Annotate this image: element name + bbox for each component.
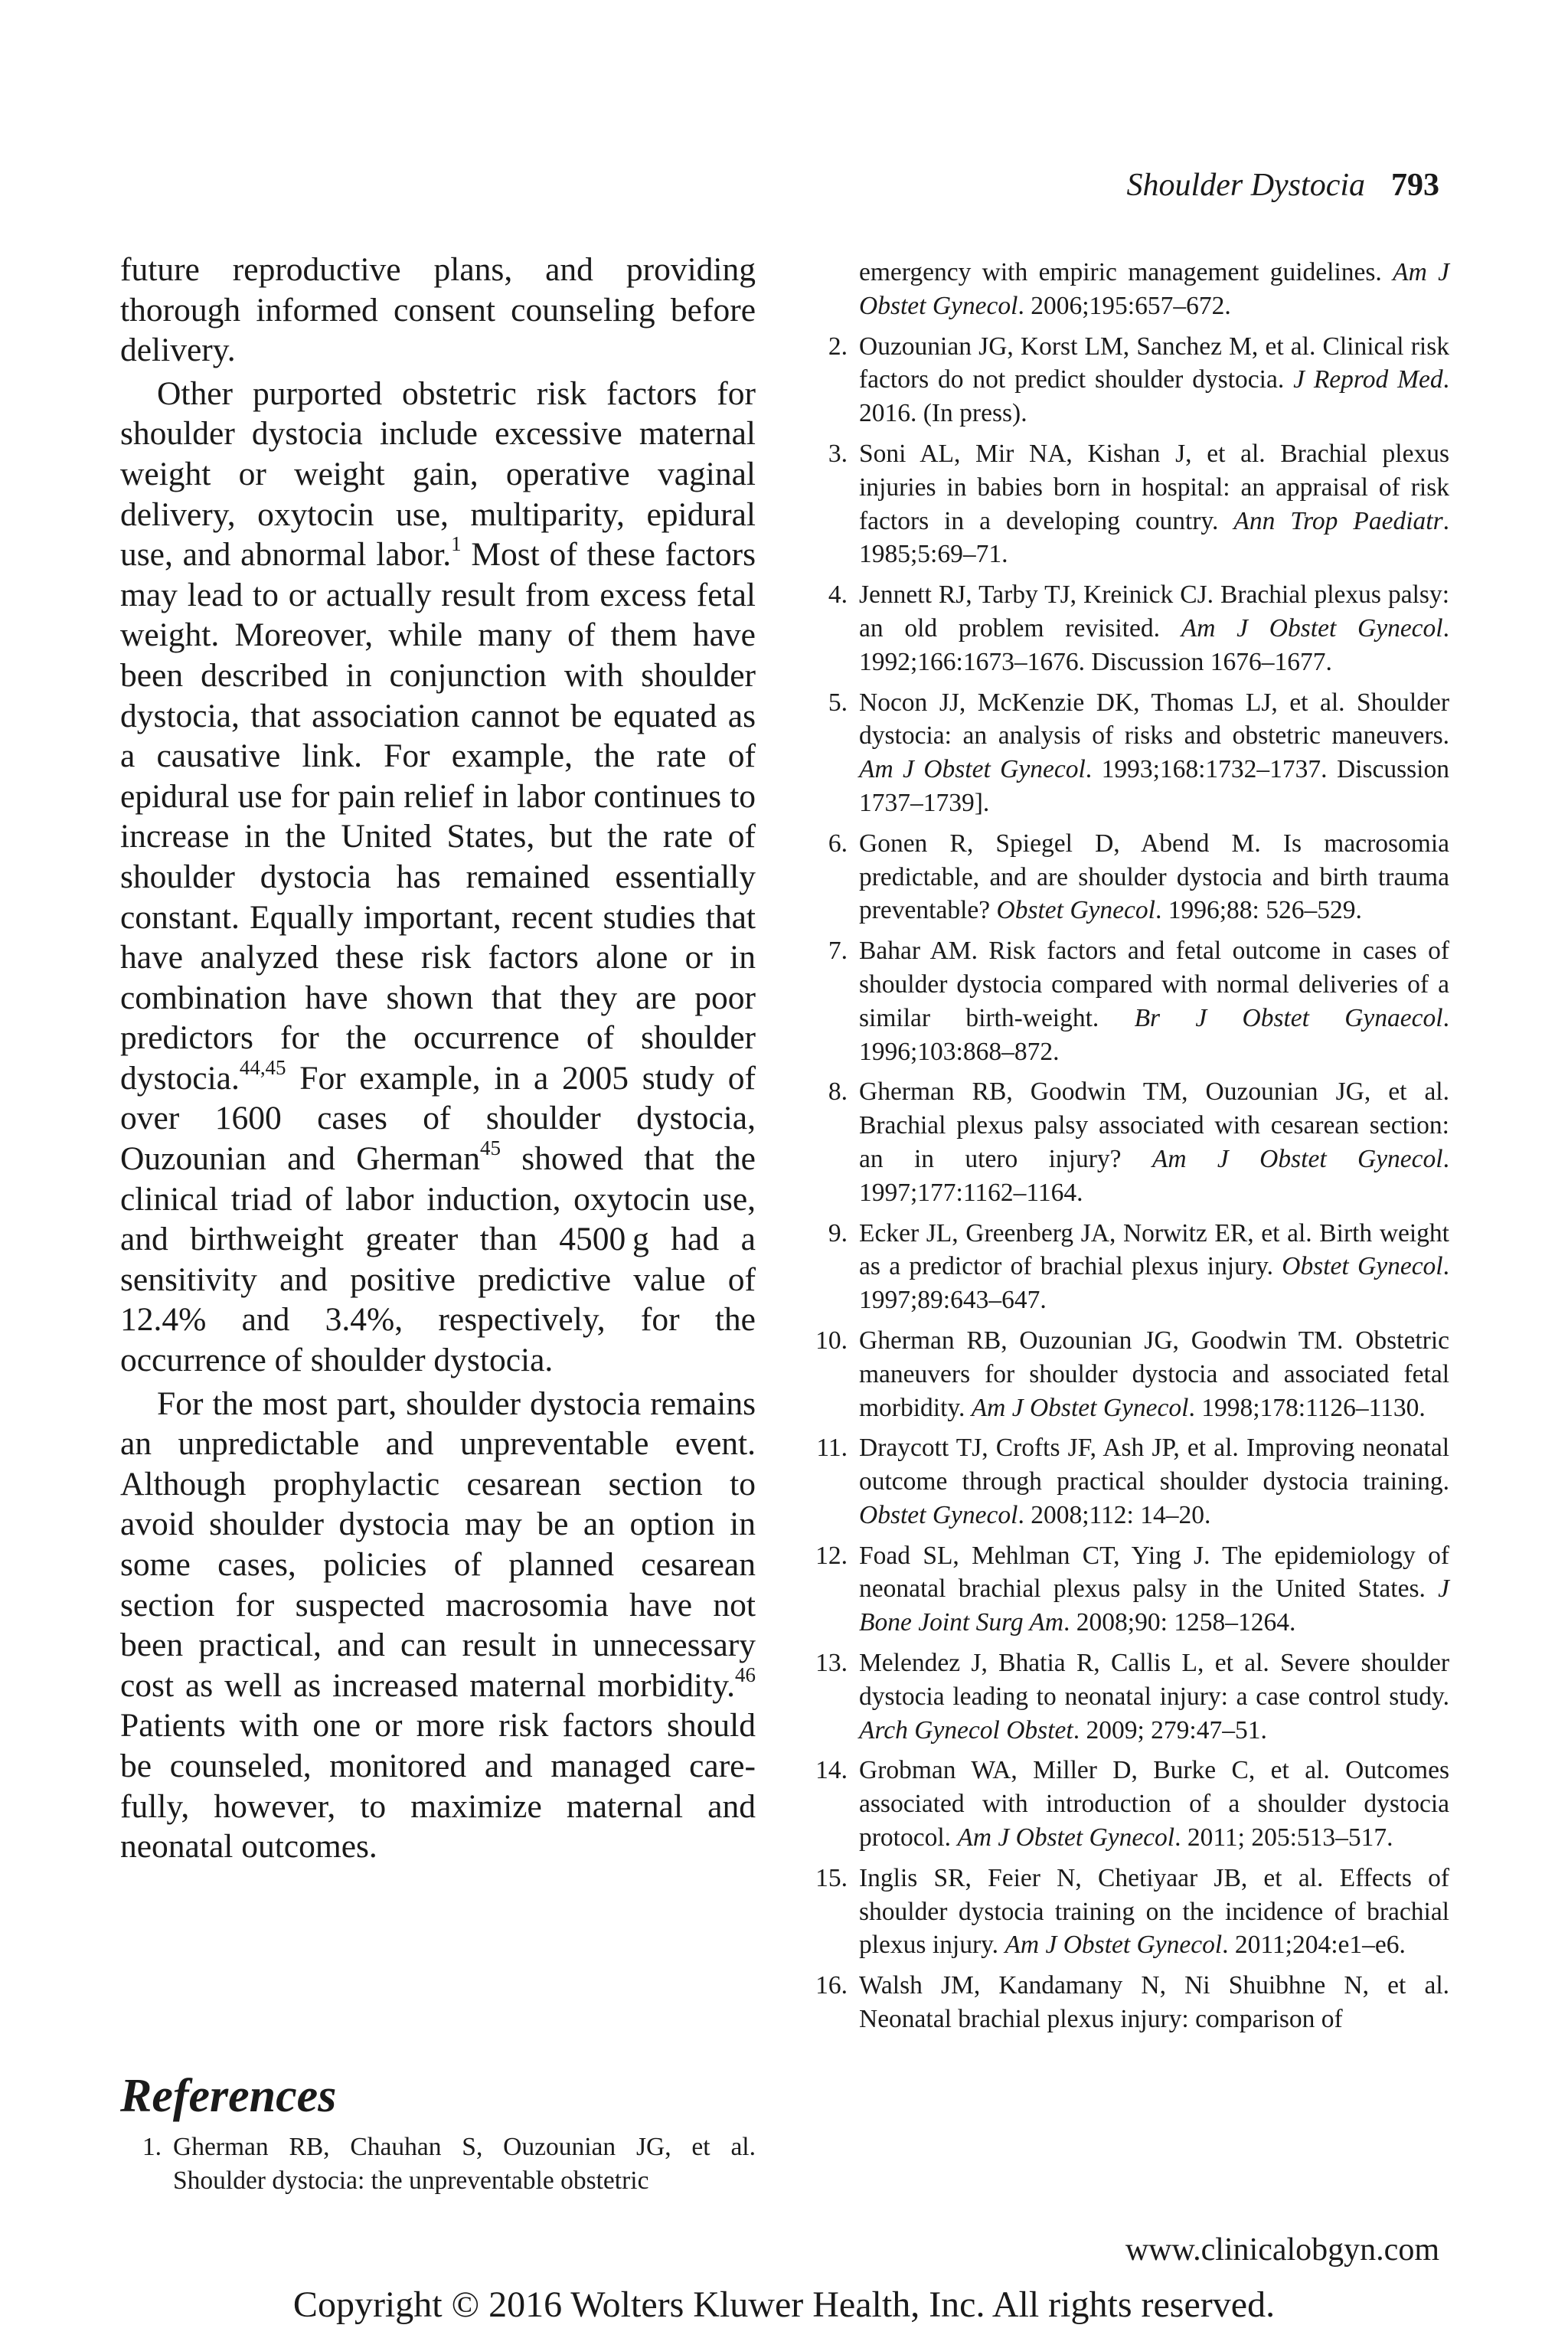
reference-list — [806, 330, 1449, 2036]
reference-text: Soni AL, Mir NA, Kishan J, et al. Brachial plexus injuries in babies born in hospital: an appraisal of risk factors in a developing country. — [859, 439, 1449, 535]
reference-text: Jennett RJ, Tarby TJ, Kreinick CJ. Brachial plexus palsy: an old problem revisited. — [859, 580, 1449, 643]
paragraph-text: showed that the clinical triad of labor induction, oxytocin use, and birthweight greater than 4500 g had a sensitivity and positive predictive value of 12.4% and 3.4%, respectively, for the occurrence of shoulder dystocia. — [120, 1140, 756, 1379]
journal-name: Ann Trop Paediatr — [1233, 506, 1443, 535]
reference-item-continued — [806, 256, 1449, 323]
reference-text: Gherman RB, Chauhan S, Ouzounian JG, et al. Shoulder dystocia: the unpreventable obstetric — [173, 2133, 756, 2195]
reference-text: Inglis SR, Feier N, Chetiyaar JB, et al. Effects of shoulder dystocia training on the incidence of brachial plexus injury. — [859, 1863, 1449, 1960]
reference-number: 16. — [815, 1971, 848, 2000]
reference-text: . 2016. (In press). — [859, 365, 1449, 428]
reference-text: . 1996;88: 526–529. — [1155, 896, 1362, 925]
paragraph-text: For the most part, shoulder dystocia remains an unpredictable and unpreventable event. Although prophylactic cesarean section to avoid shoulder dystocia may be an option in some cases, policies of planned cesarean section for suspected macrosomia have not been practical, and can result in unnecessary cost as well as increased maternal morbidity. — [120, 1385, 756, 1704]
paragraph-text: Patients with one or more risk factors should be counseled, monitored and managed carefully, however, to maximize maternal and neonatal outcomes. — [120, 1707, 756, 1865]
reference-text: Nocon JJ, McKenzie DK, Thomas LJ, et al. Shoulder dystocia: an analysis of risks and obstetric maneuvers. — [859, 688, 1449, 750]
reference-text: Gonen R, Spiegel D, Abend M. Is macrosomia predictable, and are shoulder dystocia and birth trauma preventable? — [859, 829, 1449, 925]
journal-name: J Bone Joint Surg Am — [859, 1574, 1449, 1637]
citation-superscript: 1 — [451, 532, 462, 556]
reference-number: 8. — [828, 1077, 848, 1107]
paragraph-text: Other purported obstetric risk factors for shoulder dystocia include excessive maternal weight or weight gain, operative vaginal delivery, oxytocin use, multiparity, epidural use, and abnormal labor. — [120, 374, 756, 574]
reference-item — [806, 1431, 1449, 1532]
body-paragraph — [120, 1384, 756, 1867]
journal-name: Am J Obstet Gynecol — [859, 258, 1449, 320]
reference-text: . 2011; 205:513–517. — [1174, 1823, 1393, 1852]
reference-item — [806, 437, 1449, 571]
copyright-notice: Copyright © 2016 Wolters Kluwer Health, Inc. All rights reserved. — [292, 2284, 1276, 2325]
journal-name: Am J Obstet Gynecol — [1181, 613, 1443, 643]
reference-text: . 1992;166:1673–1676. Discussion 1676–1677. — [859, 613, 1449, 676]
reference-number: 3. — [828, 439, 848, 468]
reference-text: Ecker JL, Greenberg JA, Norwitz ER, et al. Birth weight as a predictor of brachial plexus injury. — [859, 1218, 1449, 1281]
reference-item — [806, 1075, 1449, 1209]
journal-name: Am J Obstet Gynecol — [957, 1823, 1175, 1852]
reference-number: 15. — [815, 1863, 848, 1892]
reference-text: . 1985;5:69–71. — [859, 506, 1449, 569]
running-head — [1127, 167, 1439, 204]
reference-item — [806, 934, 1449, 1068]
reference-number: 2. — [828, 332, 848, 361]
reference-text: . 2008;90: 1258–1264. — [1063, 1608, 1296, 1637]
reference-item — [806, 1539, 1449, 1640]
references-list-left — [120, 2130, 756, 2205]
running-title: Shoulder Dystocia — [1126, 168, 1365, 203]
journal-name: Br J Obstet Gynaecol — [1134, 1003, 1443, 1032]
reference-text: . 1996;103:868–872. — [859, 1003, 1449, 1066]
reference-item — [806, 827, 1449, 927]
reference-text: Melendez J, Bhatia R, Callis L, et al. Severe shoulder dystocia leading to neonatal injury: a case control study. — [859, 1649, 1449, 1711]
reference-text: Draycott TJ, Crofts JF, Ash JP, et al. Improving neonatal outcome through practical shoulder dystocia training. — [859, 1434, 1449, 1496]
reference-number: 9. — [828, 1218, 848, 1247]
reference-item — [806, 1324, 1449, 1424]
reference-text: Gherman RB, Goodwin TM, Ouzounian JG, et al. Brachial plexus palsy associated with cesarean section: an in utero injury? — [859, 1077, 1449, 1173]
reference-number: 11. — [816, 1434, 848, 1463]
paragraph-text: For example, in a 2005 study of over 1600 cases of shoulder dystocia, Ouzounian and Gherman — [120, 1059, 756, 1178]
journal-name: Am J Obstet Gynecol — [971, 1393, 1189, 1422]
journal-name: Obstet Gynecol — [996, 896, 1155, 925]
journal-name: Am J Obstet Gynecol — [1004, 1931, 1223, 1960]
reference-number: 12. — [815, 1541, 848, 1570]
citation-superscript: 44,45 — [239, 1056, 286, 1079]
reference-number: 5. — [828, 688, 848, 717]
citation-superscript: 45 — [480, 1136, 501, 1160]
references-heading: References — [120, 2070, 337, 2122]
journal-name: Arch Gynecol Obstet — [859, 1715, 1073, 1745]
journal-name: Am J Obstet Gynecol — [859, 755, 1086, 784]
journal-name: J Reprod Med — [1293, 365, 1443, 394]
reference-text: emergency with empiric management guidelines. — [859, 258, 1393, 286]
body-paragraph — [120, 374, 756, 1381]
reference-item — [806, 330, 1449, 430]
body-paragraph: future reproductive plans, and providing thorough informed consent counseling before delivery. — [120, 251, 756, 369]
reference-text: Ouzounian JG, Korst LM, Sanchez M, et al. Clinical risk factors do not predict shoulder dystocia. — [859, 332, 1449, 394]
citation-superscript: 46 — [735, 1663, 756, 1686]
reference-text: Grobman WA, Miller D, Burke C, et al. Outcomes associated with introduction of a shoulder dystocia protocol. — [859, 1756, 1449, 1852]
reference-item — [120, 2130, 756, 2198]
reference-number: 4. — [828, 580, 848, 610]
reference-number: 6. — [828, 829, 848, 858]
footer-url[interactable]: www.clinicalobgyn.com — [1125, 2232, 1439, 2268]
reference-text: . 2008;112: 14–20. — [1018, 1500, 1211, 1529]
reference-number: 1. — [142, 2133, 162, 2161]
reference-item — [806, 1646, 1449, 1747]
reference-number: 7. — [828, 937, 848, 966]
reference-text: Walsh JM, Kandamany N, Ni Shuibhne N, et al. Neonatal brachial plexus injury: comparison of — [859, 1971, 1449, 2034]
reference-item — [806, 1217, 1449, 1317]
reference-text: . 2011;204:e1–e6. — [1222, 1931, 1406, 1960]
reference-number: 10. — [815, 1326, 848, 1355]
reference-number: 13. — [815, 1649, 848, 1678]
references-list-right — [806, 256, 1449, 2043]
reference-text: Bahar AM. Risk factors and fetal outcome in cases of shoulder dystocia compared with normal deliveries of a similar birth-weight. — [859, 937, 1449, 1032]
reference-text: . 1997;177:1162–1164. — [859, 1144, 1449, 1207]
reference-item — [806, 1862, 1449, 1962]
reference-text: . 1997;89:643–647. — [859, 1252, 1449, 1315]
page-number: 793 — [1391, 168, 1439, 203]
left-column — [120, 250, 756, 1867]
reference-item — [806, 578, 1449, 679]
paragraph-text: Most of these factors may lead to or actually result from excess fetal weight. Moreover, while many of them have been described in conjunction with shoulder dystocia, that association cannot be equated as a causative link. For example, the rate of epidural use for pain relief in labor continues to increase in the United States, but the rate of shoulder dystocia has remained essentially constant. Equally important, recent studies that have analyzed these risk factors alone or in combination have shown that they are poor predictors for the occurrence of shoulder dystocia. — [120, 536, 756, 1097]
reference-item — [806, 1754, 1449, 1854]
reference-text: . 2009; 279:47–51. — [1073, 1715, 1267, 1745]
reference-text: . 1993;168:1732–1737. Discussion 1737–1739]. — [859, 755, 1449, 817]
reference-text: . 1998;178:1126–1130. — [1188, 1393, 1426, 1422]
reference-number: 14. — [815, 1756, 848, 1785]
journal-name: Obstet Gynecol — [1282, 1252, 1443, 1281]
journal-name: Obstet Gynecol — [859, 1500, 1018, 1529]
reference-item — [806, 686, 1449, 820]
reference-item — [806, 1969, 1449, 2036]
reference-text: Gherman RB, Ouzounian JG, Goodwin TM. Obstetric maneuvers for shoulder dystocia and associated fetal morbidity. — [859, 1326, 1449, 1422]
reference-text: Foad SL, Mehlman CT, Ying J. The epidemiology of neonatal brachial plexus palsy in the United States. — [859, 1541, 1449, 1604]
reference-text: . 2006;195:657–672. — [1018, 291, 1231, 320]
journal-name: Am J Obstet Gynecol — [1152, 1144, 1443, 1173]
